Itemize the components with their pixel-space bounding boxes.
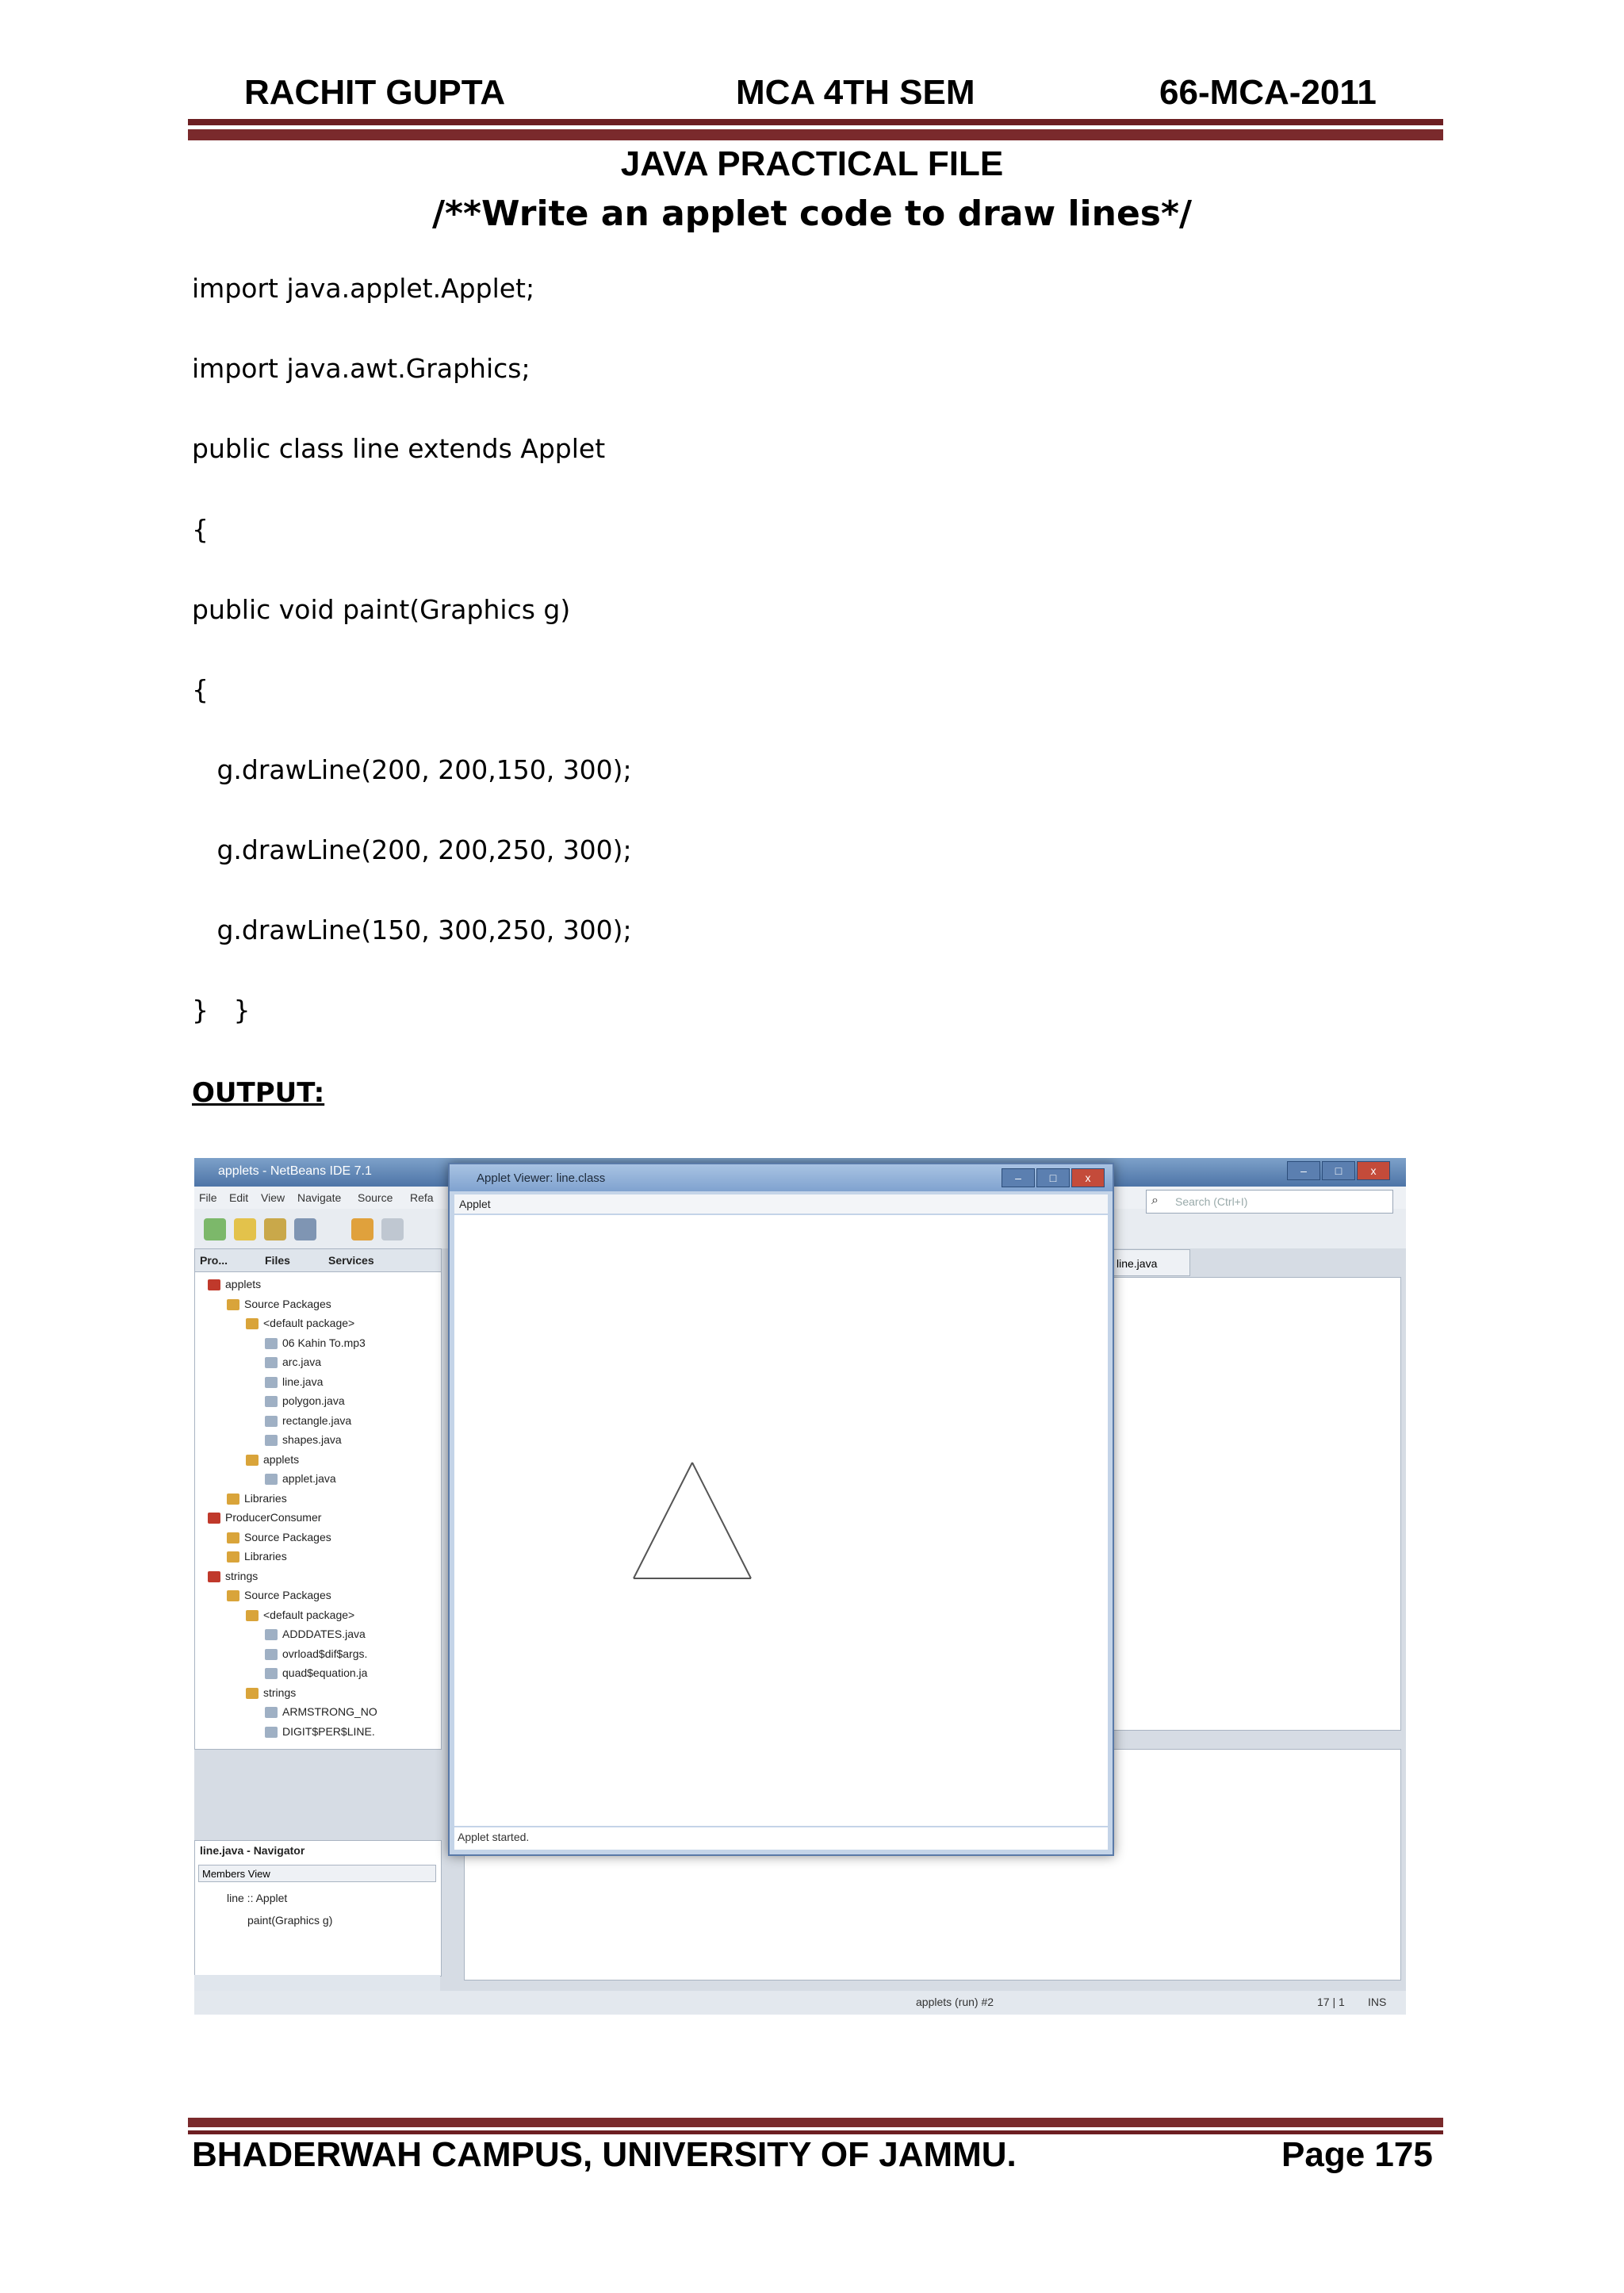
file-icon [265,1357,278,1368]
footer-rule-thick [188,2118,1443,2127]
applet-window-controls [1002,1168,1105,1187]
header-roll: 66-MCA-2011 [1159,73,1377,112]
code-line: public void paint(Graphics g) [192,594,571,625]
file-icon [265,1377,278,1388]
file-icon [265,1396,278,1407]
applet-maximize-icon[interactable]: □ [1036,1168,1070,1187]
tree-item[interactable] [208,1278,261,1290]
applet-title: Applet Viewer: line.class [477,1171,606,1185]
code-line: } } [192,995,251,1026]
applet-menubar [454,1194,1108,1214]
page-title: JAVA PRACTICAL FILE [620,144,1004,183]
tree-item-label: applets [263,1452,300,1466]
undo-icon[interactable] [351,1218,373,1240]
tree-item[interactable] [208,1570,258,1582]
file-icon [265,1668,278,1679]
tree-item[interactable] [265,1336,366,1349]
tree-item-label: applet.java [282,1472,336,1485]
file-icon [265,1629,278,1640]
tree-item[interactable] [265,1628,366,1640]
code-line: g.drawLine(150, 300,250, 300); [192,915,632,945]
package-icon [227,1299,239,1310]
footer-page: Page 175 [1281,2135,1433,2174]
tree-item-label: Source Packages [244,1589,331,1601]
tree-item-label: rectangle.java [282,1413,352,1427]
tree-item[interactable] [246,1317,354,1329]
redo-icon[interactable] [381,1218,404,1240]
editor-area [1110,1257,1401,1731]
applet-minimize-icon[interactable]: – [1002,1168,1035,1187]
applet-canvas [454,1215,1108,1826]
tree-item-label: 06 Kahin To.mp3 [282,1336,366,1349]
package-icon [227,1551,239,1563]
file-icon [265,1416,278,1427]
code-line: g.drawLine(200, 200,250, 300); [192,834,632,865]
new-project-icon[interactable] [234,1218,256,1240]
tree-item[interactable] [227,1531,331,1543]
tree-item[interactable] [227,1492,287,1505]
new-file-icon[interactable] [204,1218,226,1240]
file-icon [265,1649,278,1660]
save-all-icon[interactable] [294,1218,316,1240]
status-mode: INS [1368,1996,1387,2008]
tree-item-label: strings [263,1685,297,1699]
navigator-item-method[interactable]: paint(Graphics g) [247,1914,333,1927]
project-icon [208,1513,220,1524]
code-line: import java.applet.Applet; [192,273,535,304]
file-icon [265,1727,278,1738]
header-rule-thick [188,129,1443,140]
tree-item[interactable] [246,1453,299,1466]
tree-item[interactable] [265,1472,336,1485]
footer-rule [188,2130,1443,2134]
applet-menu-item[interactable]: Applet [459,1198,491,1210]
code-line: { [192,674,209,705]
search-icon: ⌕ [1151,1194,1159,1207]
output-screenshot [194,1158,1406,2015]
tab-files[interactable]: Files [265,1254,290,1267]
project-icon [208,1279,220,1290]
tree-item-label: strings [225,1569,259,1582]
project-icon [208,1571,220,1582]
tree-item-label: shapes.java [282,1433,342,1446]
file-icon [265,1707,278,1718]
panel-tabs [195,1249,441,1272]
tab-services[interactable]: Services [328,1254,374,1267]
tree-item-label: ovrload$dif$args. [282,1647,368,1660]
page-subtitle: /**Write an applet code to draw lines*/ [431,194,1193,234]
package-icon [227,1494,239,1505]
applet-statusbar [454,1827,1108,1850]
tree-item[interactable] [265,1705,377,1718]
tree-item[interactable] [265,1647,367,1660]
tree-item[interactable] [265,1433,342,1446]
ide-window-controls [1287,1161,1390,1180]
tree-item-label: Libraries [244,1550,287,1563]
tree-item-label: <default package> [263,1317,355,1329]
header-name: RACHIT GUPTA [244,73,506,112]
tree-item[interactable] [227,1298,331,1310]
tree-item-label: DIGIT$PER$LINE. [282,1724,375,1738]
code-line: public class line extends Applet [192,433,606,464]
applet-titlebar [450,1164,1113,1191]
menu-source[interactable]: Source [358,1191,393,1204]
tree-item-label: applets [225,1278,262,1290]
tree-item-label: quad$equation.ja [282,1666,368,1679]
menu-edit[interactable]: Edit [229,1191,249,1204]
applet-close-icon[interactable]: x [1071,1168,1105,1187]
code-line: g.drawLine(200, 200,150, 300); [192,754,632,785]
tree-item-label: ADDDATES.java [282,1628,366,1640]
tree-item[interactable] [265,1375,323,1388]
code-line: import java.awt.Graphics; [192,353,530,384]
tree-item[interactable] [208,1511,321,1524]
statusbar [194,1991,1406,2015]
package-icon [246,1318,259,1329]
search-box[interactable] [1146,1190,1393,1214]
tree-item-label: line.java [282,1375,324,1388]
maximize-icon[interactable]: □ [1322,1161,1355,1180]
tree-item-label: arc.java [282,1355,322,1368]
minimize-icon[interactable]: – [1287,1161,1320,1180]
line-left [634,1463,692,1578]
menu-file[interactable]: File [199,1191,217,1204]
line-right [692,1463,751,1578]
package-icon [246,1688,259,1699]
menu-view[interactable]: View [261,1191,285,1204]
tree-item-label: ARMSTRONG_NO [282,1705,377,1718]
footer-campus: BHADERWAH CAMPUS, UNIVERSITY OF JAMMU. [192,2135,1017,2174]
header-rule [188,119,1443,125]
menu-navigate[interactable]: Navigate [297,1191,342,1204]
tree-item-label: Source Packages [244,1530,331,1543]
tree-item[interactable] [265,1414,351,1427]
tree-item[interactable] [265,1355,321,1368]
package-icon [246,1455,259,1466]
package-icon [227,1590,239,1601]
tree-item[interactable] [265,1394,345,1407]
tree-item-label: ProducerConsumer [225,1511,322,1524]
code-line: { [192,514,209,545]
file-icon [265,1435,278,1446]
package-icon [227,1532,239,1543]
header-semester: MCA 4TH SEM [736,73,975,112]
file-icon [265,1474,278,1485]
tree-item[interactable] [265,1666,367,1679]
package-icon [246,1610,259,1621]
tree-item-label: polygon.java [282,1394,345,1407]
tree-item[interactable] [227,1550,287,1563]
tree-item-label: <default package> [263,1608,355,1621]
menu-refactor[interactable]: Refa [410,1191,434,1204]
projects-panel [194,1248,442,1750]
tree-item[interactable] [265,1725,375,1738]
navigator-item-class[interactable]: line :: Applet [227,1892,288,1904]
tree-item-label: Source Packages [244,1297,331,1310]
ide-title: applets - NetBeans IDE 7.1 [218,1164,372,1178]
editor-tab[interactable]: line.java [1111,1249,1190,1276]
tree-item[interactable] [227,1589,331,1601]
status-run: applets (run) #2 [916,1996,994,2008]
search-placeholder: Search (Ctrl+I) [1175,1195,1248,1208]
applet-status-text: Applet started. [458,1831,530,1843]
navigator-panel [194,1840,442,1977]
tree-item-label: Libraries [244,1491,287,1505]
tab-projects[interactable]: Pro... [200,1254,228,1267]
status-position: 17 | 1 [1317,1996,1345,2008]
open-project-icon[interactable] [264,1218,286,1240]
navigator-select[interactable]: Members View [198,1865,436,1882]
triangle-drawing [454,1215,1108,1826]
navigator-title: line.java - Navigator [200,1844,305,1857]
close-icon[interactable]: x [1357,1161,1390,1180]
applet-viewer-window[interactable] [448,1163,1114,1856]
tree-item[interactable] [246,1686,296,1699]
output-label: OUTPUT: [192,1077,325,1109]
file-icon [265,1338,278,1349]
tree-item[interactable] [246,1609,354,1621]
